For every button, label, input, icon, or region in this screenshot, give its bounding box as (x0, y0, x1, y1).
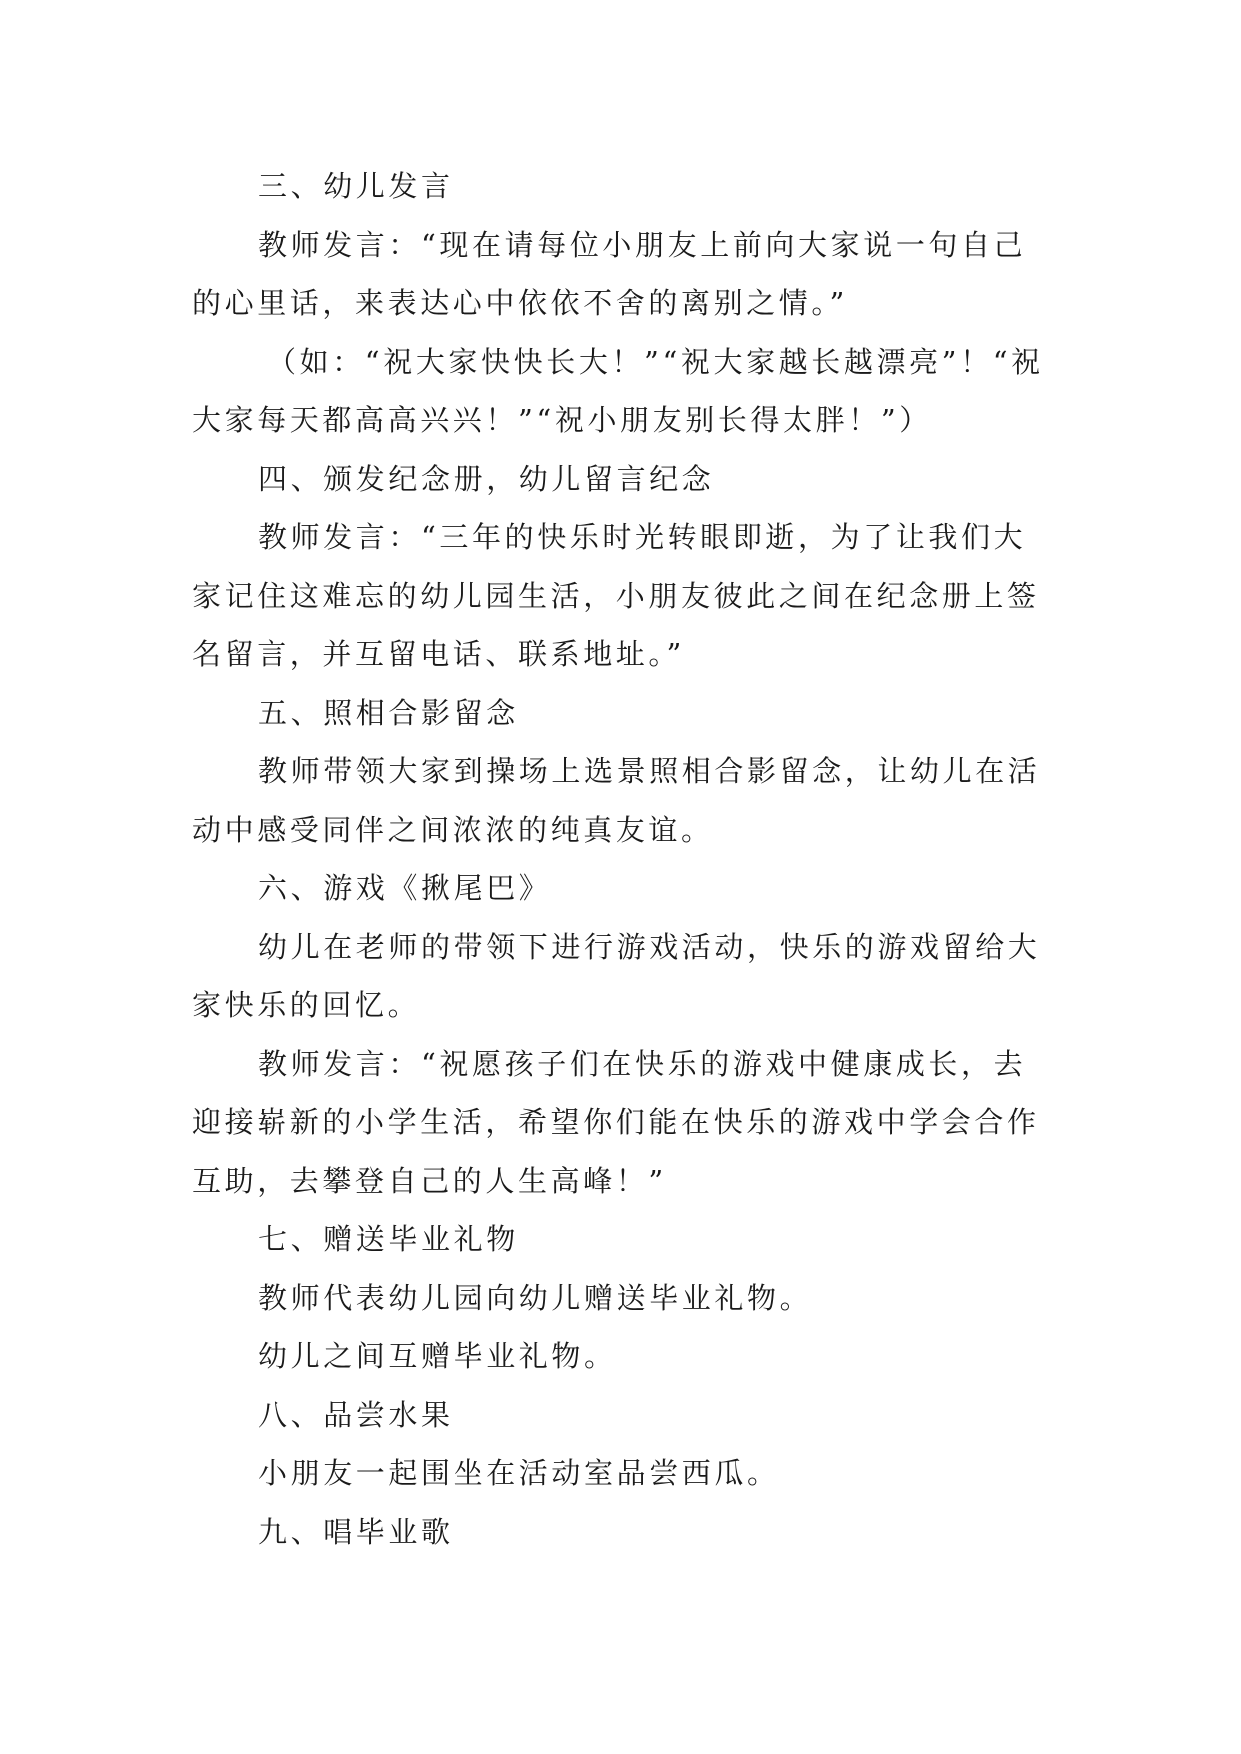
section-heading-5: 五、照相合影留念 (258, 695, 519, 730)
section-heading-4: 四、颁发纪念册，幼儿留言纪念 (258, 461, 715, 496)
section-heading-6: 六、游戏《揪尾巴》 (258, 871, 552, 905)
teacher-speech-paragraph: 教师发言：“三年的快乐时光转眼即逝，为了让我们大家记住这难忘的幼儿园生活，小朋友彼此之间在纪念册上签名留言，并互留电话、联系地址。” (192, 520, 1040, 671)
body-paragraph: 小朋友一起围坐在活动室品尝西瓜。 (258, 1456, 780, 1490)
section-heading-7: 七、赠送毕业礼物 (258, 1222, 519, 1256)
document-page (192, 157, 1052, 1561)
body-paragraph: 幼儿在老师的带领下进行游戏活动，快乐的游戏留给大家快乐的回忆。 (192, 929, 1041, 1022)
teacher-speech-paragraph: 教师发言：“祝愿孩子们在快乐的游戏中健康成长，去迎接崭新的小学生活，希望你们能在快乐的游戏中学会合作互助，去攀登自己的人生高峰！” (192, 1046, 1040, 1198)
section-heading-8: 八、品尝水果 (258, 1397, 454, 1432)
teacher-speech-paragraph: 教师发言：“现在请每位小朋友上前向大家说一句自己的心里话，来表达心中依依不舍的离别之情。” (192, 227, 1027, 320)
body-paragraph: 教师代表幼儿园向幼儿赠送毕业礼物。 (258, 1280, 813, 1315)
body-paragraph: 幼儿之间互赠毕业礼物。 (258, 1339, 617, 1373)
body-paragraph: 教师带领大家到操场上选景照相合影留念，让幼儿在活动中感受同伴之间浓浓的纯真友谊。 (192, 754, 1041, 847)
section-heading-9: 九、唱毕业歌 (258, 1514, 454, 1549)
examples-paragraph: （如：“祝大家快快长大！”“祝大家越长越漂亮”！“祝大家每天都高高兴兴！”“祝小朋友别长得太胖！”） (192, 344, 1044, 437)
section-heading-3: 三、幼儿发言 (258, 169, 454, 203)
